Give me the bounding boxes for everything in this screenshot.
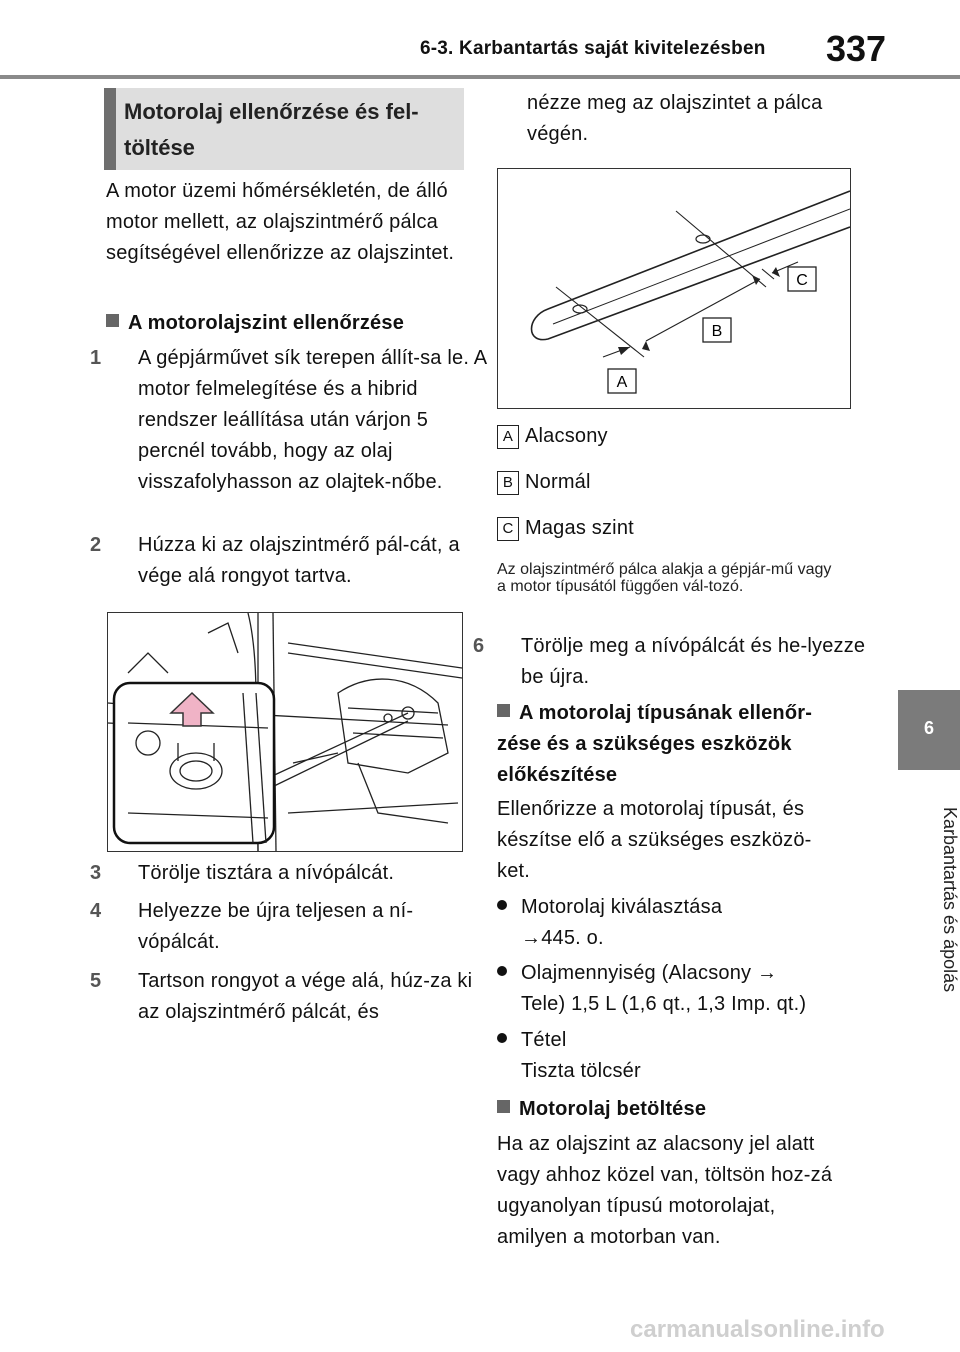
- running-header: 6-3. Karbantartás saját kivitelezésben: [420, 38, 766, 59]
- bullet-item: Tétel Tiszta tölcsér: [497, 1025, 842, 1087]
- step-2: 2 Húzza ki az olajszintmérő pál-cát, a vége alá rongyot tartva.: [90, 534, 460, 587]
- page-number: 337: [826, 28, 887, 69]
- subheading-fill: Motorolaj betöltése: [497, 1094, 842, 1125]
- section-title: Motorolaj ellenőrzése és fel-töltése: [124, 99, 419, 160]
- bullet-icon: [497, 1033, 507, 1043]
- square-bullet-icon: [106, 314, 119, 327]
- dipstick-drawing: [498, 169, 850, 408]
- engine-drawing: [108, 613, 462, 851]
- step-4: 4 Helyezze be újra teljesen a ní-vópálcát.: [90, 900, 414, 953]
- legend-c: C Magas szint: [497, 513, 837, 544]
- section-title-bar: [104, 88, 116, 170]
- intro-paragraph: A motor üzemi hőmérsékletén, de álló motor mellett, az olajszintmérő pálca segítségével ellenőrizze az olajszintet.: [106, 180, 455, 264]
- chapter-title: Karbantartás és ápolás: [940, 807, 960, 993]
- legend-b: B Normál: [497, 467, 837, 498]
- step-6: 6 Törölje meg a nívópálcát és he-lyezze be újra.: [473, 635, 866, 688]
- dipstick-label-b: B: [711, 323, 723, 340]
- legend-a: A Alacsony: [497, 421, 837, 452]
- page-reference-link[interactable]: →445. o.: [521, 927, 604, 949]
- step-3: 3 Törölje tisztára a nívópálcát.: [90, 862, 395, 884]
- bullet-oil-quantity: Olajmennyiség (Alacsony → Tele) 1,5 L (1,6 qt., 1,3 Imp. qt.): [497, 958, 842, 1020]
- bullet-oil-selection: Motorolaj kiválasztása →445. o.: [497, 892, 842, 954]
- engine-illustration: [107, 612, 463, 852]
- oil-type-paragraph: Ellenőrizze a motorolaj típusát, és készítse elő a szükséges eszközö-ket.: [497, 798, 812, 882]
- dipstick-note: Az olajszintmérő pálca alakja a gépjár-mű vagy a motor típusától függően vál-tozó.: [497, 561, 832, 595]
- chapter-number: 6: [923, 718, 934, 738]
- square-bullet-icon: [497, 1100, 510, 1113]
- fill-paragraph: Ha az olajszint az alacsony jel alatt vagy ahhoz közel van, töltsön hoz-zá ugyanolyan típusú motorolajat, amilyen a motorban van.: [497, 1133, 833, 1248]
- bullet-icon: [497, 966, 507, 976]
- dipstick-illustration: [497, 168, 851, 409]
- header-rule: [0, 75, 960, 79]
- step-5-continued: nézze meg az olajszintet a pálca végén.: [527, 92, 823, 145]
- dipstick-label-a: A: [616, 374, 628, 391]
- watermark: carmanualsonline.info: [630, 1316, 885, 1343]
- square-bullet-icon: [497, 704, 510, 717]
- dipstick-label-c: C: [796, 272, 808, 289]
- step-5: 5 Tartson rongyot a vége alá, húz-za ki az olajszintmérő pálcát, és: [90, 970, 473, 1023]
- subheading-oil-type: A motorolaj típusának ellenőr-zése és a szükséges eszközök előkészítése: [497, 702, 813, 786]
- step-1: 1 A gépjárművet sík terepen állít-sa le. A motor felmelegítése és a hibrid rendszer leállítása után várjon 5 percnél tovább, hogy az olaj visszafolyhasson az olajtek-nőbe.: [90, 347, 487, 493]
- bullet-icon: [497, 900, 507, 910]
- subheading-check: A motorolajszint ellenőrzése: [106, 308, 466, 339]
